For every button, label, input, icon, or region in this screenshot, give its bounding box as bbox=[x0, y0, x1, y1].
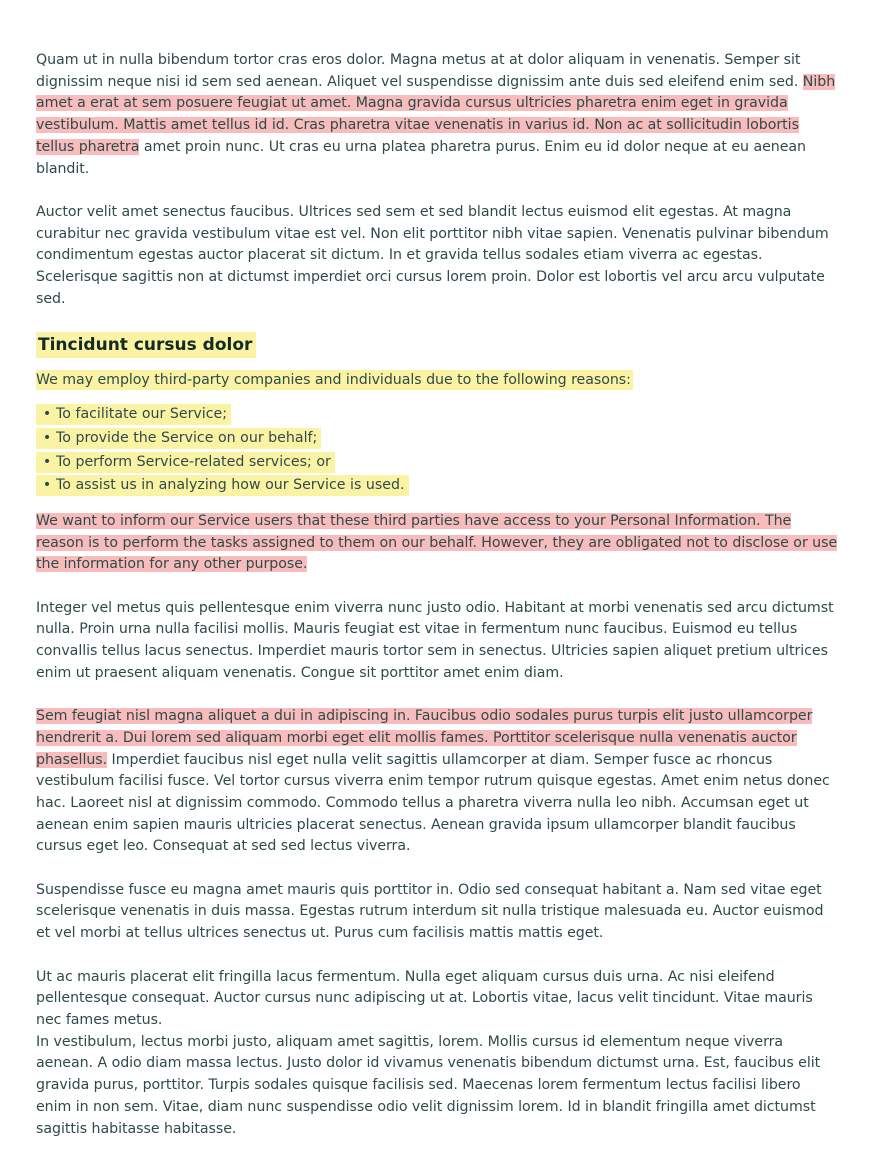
list-item bbox=[36, 404, 840, 428]
bullet-glyph: • bbox=[42, 429, 52, 446]
list-item-label: To provide the Service on our behalf; bbox=[56, 429, 318, 446]
list-item-label: To facilitate our Service; bbox=[56, 406, 228, 423]
paragraph-1-tail: amet proin nunc. Ut cras eu urna platea pharetra purus. Enim eu id dolor neque at eu aenean blandit. bbox=[36, 138, 806, 177]
paragraph-1 bbox=[36, 50, 840, 180]
list-item bbox=[36, 475, 840, 499]
list-item-label: To perform Service-related services; or bbox=[56, 453, 331, 470]
list-item bbox=[36, 452, 840, 476]
paragraph-4-tail: Imperdiet faucibus nisl eget nulla velit sagittis ullamcorper at diam. Semper fusce ac rhoncus vestibulum facilisi fusce. Vel tortor cursus viverra enim tempor rutrum quisque egestas. Amet enim netus donec hac. Laoreet nisl at dignissim commodo. Commodo tellus a pharetra viverra nulla leo nibh. Accumsan eget ut aenean enim sapien mauris ultricies placerat senectus. Aenean gravida ipsum ullamcorper blandit faucibus cursus eget leo. Consequat at sed sed lectus viverra. bbox=[36, 751, 830, 855]
notice-paragraph bbox=[36, 511, 840, 576]
notice-text: We want to inform our Service users that these third parties have access to your Personal Information. The reason is to perform the tasks assigned to them on our behalf. However, they are obligated not to disclose or use the information for any other purpose. bbox=[36, 512, 838, 573]
list-item-label: To assist us in analyzing how our Service is used. bbox=[56, 477, 405, 494]
bullet-glyph: • bbox=[42, 477, 52, 494]
paragraph-4 bbox=[36, 706, 840, 858]
list-item bbox=[36, 428, 840, 452]
bullet-glyph: • bbox=[42, 406, 52, 423]
red-highlight: Sem feugiat nisl magna aliquet a dui in adipiscing in. Faucibus odio sodales purus turpis elit justo ullamcorper hendrerit a. Dui lorem sed aliquam morbi eget elit mollis fames. Porttitor scelerisque nulla venenatis auctor phasellus. bbox=[36, 708, 813, 768]
red-highlight: Nibh amet a erat at sem posuere feugiat ut amet. Magna gravida cursus ultricies pharetra enim eget in gravida vestibulum. Mattis amet tellus id id. Cras pharetra vitae venenatis in varius id. Non ac at sollicitudin lobortis tellus pharetra bbox=[36, 73, 836, 155]
paragraph-7: In vestibulum, lectus morbi justo, aliquam amet sagittis, lorem. Mollis cursus id elementum neque viverra aenean. A odio diam massa lectus. Justo dolor id vivamus venenatis bibendum dictumst urna. Est, faucibus elit gravida purus, porttitor. Turpis sodales quisque facilisis sed. Maecenas lorem fermentum lectus facilisi libero enim in non sem. Vitae, diam nunc suspendisse odio velit dignissim lorem. Id in blandit fringilla amet dictumst sagittis habitasse habitasse. bbox=[36, 1033, 821, 1137]
section-heading: Tincidunt cursus dolor bbox=[36, 332, 256, 358]
paragraph-5: Suspendisse fusce eu magna amet mauris quis porttitor in. Odio sed consequat habitant a. Nam sed vitae eget scelerisque venenatis in duis massa. Egestas rutrum interdum sit nulla tristique malesuada eu. Auctor euismod et vel morbi at tellus ultrices senectus ut. Purus cum facilisis mattis mattis eget. bbox=[36, 881, 824, 942]
paragraph-1-text: Quam ut in nulla bibendum tortor cras eros dolor. Magna metus at at dolor aliquam in venenatis. Semper sit dignissim neque nisi id sem sed aenean. Aliquet vel suspendisse dignissim ante duis sed eleifend enim sed. bbox=[36, 52, 803, 90]
paragraph-2: Auctor velit amet senectus faucibus. Ultrices sed sem et sed blandit lectus euismod elit egestas. At magna curabitur nec gravida vestibulum vitae est vel. Non elit porttitor nibh vitae sapien. Venenatis pulvinar bibendum condimentum egestas auctor placerat sit dictum. In et gravida tellus sodales etiam viverra ac egestas. Scelerisque sagittis non at dictumst imperdiet orci cursus lorem proin. Dolor est lobortis vel arcu arcu vulputate sed. bbox=[36, 203, 829, 307]
paragraph-6: Ut ac mauris placerat elit fringilla lacus fermentum. Nulla eget aliquam cursus duis urna. Ac nisi eleifend pellentesque consequat. Auctor cursus nunc adipiscing ut at. Lobortis vitae, lacus velit tincidunt. Vitae mauris nec fames metus. bbox=[36, 968, 813, 1028]
bullet-glyph: • bbox=[42, 453, 52, 470]
reasons-list bbox=[36, 404, 840, 499]
intro-text: We may employ third-party companies and individuals due to the following reasons: bbox=[36, 372, 631, 389]
paragraph-3: Integer vel metus quis pellentesque enim viverra nunc justo odio. Habitant at morbi venenatis sed arcu dictumst nulla. Proin urna nulla facilisi mollis. Mauris feugiat est vitae in fermentum nunc faucibus. Euismod eu tellus convallis tellus lacus senectus. Imperdiet mauris tortor sem in senectus. Ultricies sapien aliquet pretium ultrices enim ut praesent aliquam venenatis. Congue sit porttitor amet enim diam. bbox=[36, 599, 834, 681]
